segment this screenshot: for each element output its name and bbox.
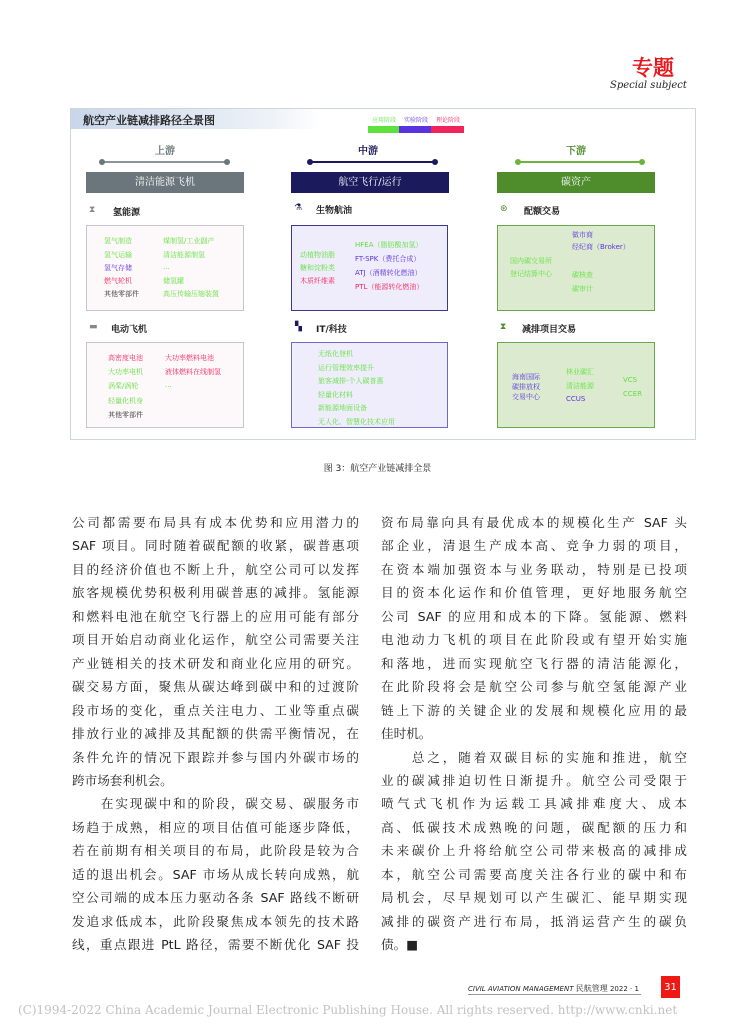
section-subtitle: Special subject — [610, 80, 687, 91]
text-line: 和落地，进而实现航空飞行器的清洁能源化， — [381, 655, 687, 671]
running-footer — [468, 983, 641, 995]
text-line: 条件允许的情况下跟踪并参与国内外碳市场的 — [72, 749, 359, 765]
text-line: 排放行业的减排及其配额的供需平衡情况，在 — [72, 726, 359, 742]
item: HFEA（脂肪酸加氢） — [355, 241, 423, 249]
text-line: 减排的碳资产进行布局，抵消运营产生的碳负 — [381, 913, 687, 929]
upstream-line — [102, 161, 227, 163]
item: 动植物油脂 — [300, 251, 335, 259]
text-line: 旅客规模优势积极利用碳普惠的减排。氢能源 — [72, 585, 359, 601]
item: FT-SPK（费托合成） — [355, 255, 421, 263]
line-dot — [515, 159, 521, 165]
item: 海南国际 — [512, 373, 540, 381]
body-column-right — [381, 511, 687, 957]
text-line: 佳时机。 — [381, 726, 432, 742]
text-line: 公司 SAF 的应用和成本的下降。氢能源、燃料 — [381, 608, 687, 624]
item: 液体燃料在线制氢 — [165, 368, 221, 376]
item: 涡桨/涡轮 — [108, 382, 139, 390]
text-line: 和燃料电池在航空飞行器上的应用可能有部分 — [72, 608, 359, 624]
text-line: 总之，随着双碳目标的实施和推进，航空 — [381, 749, 687, 765]
item: ... — [163, 263, 170, 271]
text-line: 碳交易方面，聚焦从碳达峰到碳中和的过渡阶 — [72, 679, 359, 695]
item: 氢气制造 — [104, 237, 132, 245]
item: CCUS — [566, 395, 586, 403]
item: ... — [165, 381, 172, 389]
stream-upstream: 上游 — [155, 146, 175, 157]
item: ATJ（酒精转化燃油） — [355, 269, 422, 277]
it-icon: ▚ — [295, 322, 302, 332]
text-line: 局机会，尽早规划可以产生碳汇、能早期实现 — [381, 890, 687, 906]
item: 运行管理效率提升 — [318, 364, 374, 372]
diagram-title: 航空产业链减排路径全景图 — [71, 109, 321, 129]
category-clean-energy-aircraft: 清洁能源飞机 — [86, 172, 244, 193]
page-number: 31 — [661, 975, 680, 998]
text-line: 链上下游的关键企业的发展和规模化应用的最 — [381, 702, 687, 718]
legend-applied: 应用阶段 — [372, 117, 397, 124]
magazine-name-en: CIVIL AVIATION MANAGEMENT — [468, 985, 574, 993]
hourglass-icon: ⧗ — [89, 205, 96, 215]
category-carbon-assets: 碳资产 — [497, 172, 655, 193]
item: 碳审计 — [572, 285, 593, 293]
issue: 2022 · 1 — [609, 985, 639, 993]
text-line: 场趋于成熟，相应的项目估值可能逐步降低， — [72, 819, 359, 835]
item: CCER — [623, 390, 643, 398]
item: 煤制氢/工业副产 — [163, 237, 215, 245]
text-line: 业的碳减排迫切性日渐提升。航空公司受限于 — [381, 772, 687, 788]
text-line: 部企业，清退生产成本高、竞争力弱的项目， — [381, 538, 687, 554]
line-dot — [224, 159, 230, 165]
battery-icon: ▬ — [89, 322, 98, 332]
item: 其他零部件 — [104, 290, 139, 298]
downstream-line — [518, 161, 642, 163]
item: 轻量化机身 — [108, 397, 143, 405]
item: 木质纤维素 — [300, 277, 335, 285]
legend-bar-applied — [368, 126, 399, 133]
text-line: 跨市场套利机会。 — [72, 772, 173, 788]
midstream-line — [310, 161, 435, 163]
item: 林业碳汇 — [566, 368, 594, 376]
item: PTL（能源转化燃油） — [355, 283, 424, 291]
stream-midstream: 中游 — [358, 146, 378, 157]
text-line: 在资本端加强资本与业务联动，特别是已投项 — [381, 561, 687, 577]
item: 清洁能源 — [566, 382, 594, 390]
line-dot — [99, 159, 105, 165]
section-quota-trading: 配额交易 — [524, 207, 561, 217]
line-dot — [639, 159, 645, 165]
text-line: 债。■ — [381, 937, 419, 953]
item: 碳排放权 — [512, 383, 540, 391]
item: 大功率电机 — [108, 368, 143, 376]
copyright-watermark: (C)1994-2022 China Academic Journal Electronic Publishing House. All rights reserved. http://www.cnki.net — [18, 1003, 678, 1017]
item: 轻量化材料 — [318, 391, 353, 399]
item: 其他零部件 — [108, 411, 143, 419]
text-line: 喷气式飞机作为运载工具减排难度大、成本 — [381, 796, 687, 812]
item: 大功率燃料电池 — [165, 354, 214, 362]
figure-caption: 图 3：航空产业链减排全景 — [323, 464, 432, 474]
item: 交易中心 — [512, 393, 540, 401]
item: 碳核查 — [572, 271, 593, 279]
item: 氢气运输 — [104, 251, 132, 259]
line-dot — [307, 159, 313, 165]
item: 高密度电池 — [108, 354, 143, 362]
item: 燃气轮机 — [104, 277, 132, 285]
text-line: 本，航空公司需要高度关注各行业的碳中和布 — [381, 866, 687, 882]
text-line: 公司都需要布局具有成本优势和应用潜力的 — [72, 515, 359, 530]
legend-bar-experimental — [399, 126, 431, 133]
section-hydrogen: 氢能源 — [113, 208, 141, 218]
section-it-tech: IT/科技 — [316, 325, 347, 335]
legend-experimental: 实验阶段 — [404, 117, 429, 124]
magazine-name-cn: 民航管理 — [575, 984, 608, 993]
text-line: 空公司端的成本压力驱动各条 SAF 路线不断研 — [72, 890, 359, 906]
item: VCS — [623, 376, 638, 384]
item: 糖和淀粉类 — [300, 264, 335, 272]
text-line: 产业链相关的技术研发和商业化应用的研究。 — [72, 655, 359, 671]
legend-theoretical: 理论阶段 — [436, 117, 461, 124]
item: 清洁能源制氢 — [163, 251, 205, 259]
text-line: 资布局靠向具有最优成本的规模化生产 SAF 头 — [381, 515, 687, 530]
text-line: 项目开始启动商业化运作，航空公司需要关注 — [72, 632, 359, 648]
item: 无人化、智慧化技术应用 — [318, 418, 395, 426]
category-aviation-operation: 航空飞行/运行 — [291, 172, 449, 193]
text-line: 目的资本化运作和价值管理，更好地服务航空 — [381, 585, 687, 601]
text-line: 电池动力飞机的项目在此阶段或有望开始实施 — [381, 632, 687, 648]
line-dot — [432, 159, 438, 165]
body-column-left — [72, 511, 359, 957]
item: 氢气存储 — [104, 264, 132, 272]
hourglass-icon: ⧗ — [500, 322, 507, 332]
text-line: 目的经济价值也不断上升，航空公司可以发挥 — [72, 561, 359, 577]
text-line: SAF 项目。同时随着碳配额的收紧，碳普惠项 — [72, 538, 359, 554]
text-line: 在此阶段将会是航空公司参与航空氢能源产业 — [381, 679, 687, 695]
stream-downstream: 下游 — [566, 146, 586, 157]
section-biofuel: 生物航油 — [316, 206, 353, 216]
text-line: 线，重点跟进 PtL 路径，需要不断优化 SAF 投 — [72, 937, 359, 953]
item: 做市商 — [572, 231, 593, 239]
text-line: 段市场的变化，重点关注电力、工业等重点碳 — [72, 702, 359, 718]
item: 高压传输压缩装置 — [163, 290, 219, 298]
item: 新能源地面设备 — [318, 404, 367, 412]
item: 储氢罐 — [163, 277, 184, 285]
text-line: 在实现碳中和的阶段，碳交易、碳服务市 — [72, 796, 359, 812]
text-line: 发追求低成本，此阶段聚焦成本领先的技术路 — [72, 913, 359, 929]
text-line: 若在前期有相关项目的布局，此阶段是较为合 — [72, 843, 359, 859]
section-title: 专题 — [632, 56, 674, 80]
item: 登记结算中心 — [510, 270, 552, 278]
item: 国内碳交易所 — [510, 257, 552, 265]
section-electric-aircraft: 电动飞机 — [111, 325, 148, 335]
text-line: 未来碳价上升将给航空公司带来极高的减排成 — [381, 843, 687, 859]
flask-icon: ⚗ — [294, 203, 303, 213]
item: 经纪商（Broker） — [572, 243, 630, 251]
section-project-trading: 减排项目交易 — [522, 325, 577, 335]
item: 无纸化登机 — [318, 350, 353, 358]
text-line: 高、低碳技术成熟晚的问题，碳配额的压力和 — [381, 819, 687, 835]
coin-icon: ⊛ — [500, 204, 508, 214]
legend-bar-theoretical — [431, 126, 464, 133]
text-line: 适的退出机会。SAF 市场从成长转向成熟，航 — [72, 866, 359, 882]
item: 旅客减排-个人碳普惠 — [318, 377, 384, 385]
